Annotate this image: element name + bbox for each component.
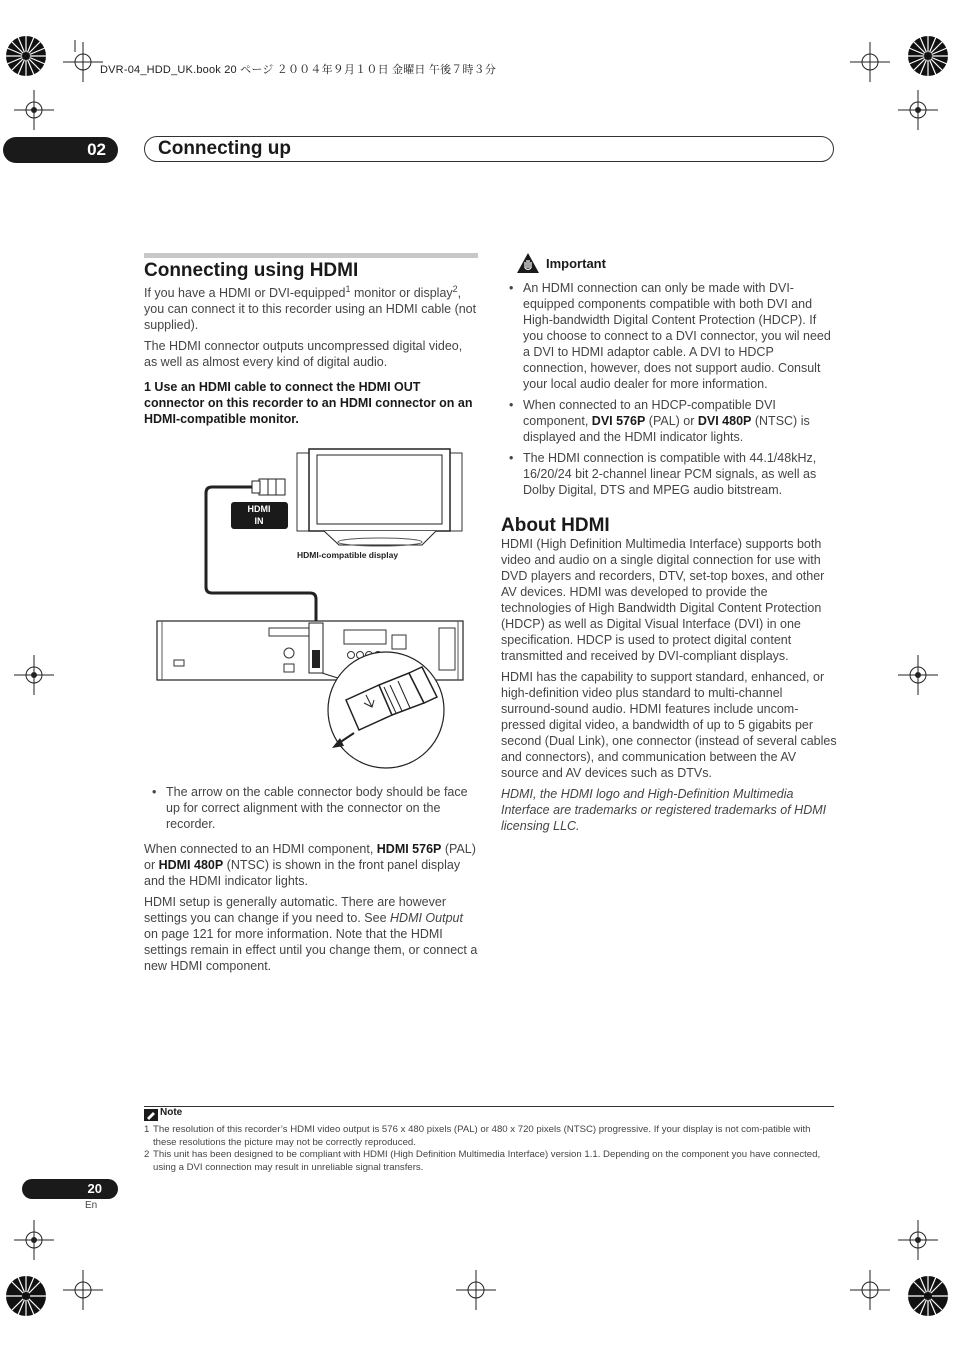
crosshair-mark-left-top — [14, 90, 54, 130]
registration-mark-top-right — [904, 32, 952, 80]
registration-mark-bottom-right — [904, 1272, 952, 1320]
hdmi-connector-closeup — [328, 652, 444, 768]
connector-paragraph: The HDMI connector outputs uncompressed digital video, as well as almost every kind of digital audio. — [144, 339, 463, 369]
section-heading-about-hdmi: About HDMI — [501, 515, 610, 536]
page-number-badge: 20 — [22, 1179, 118, 1199]
note-rule — [144, 1106, 834, 1107]
footnote-ref-1: 1 — [345, 283, 351, 294]
intro-paragraph: If you have a HDMI or DVI-equipped$^1$ monitor or display$^2$, you can connect it to this recorder using an HDMI cable (not supplied). — [144, 283, 477, 332]
crosshair-mark-top — [60, 40, 900, 130]
step-1: 1 Use an HDMI cable to connect the HDMI OUT connector on this recorder to an HDMI connector on an HDMI-compatible monitor. — [144, 380, 473, 426]
important-bullet-1: • An HDMI connection can only be made with DVI-equipped components compatible with both DVI and High-bandwidth Digital Content Protection (HDCP). If you choose to connect to a DVI connector, you wil need a DVI to HDMI adaptor cable. A DVI to HDCP connection, however, does not support audio. Consult your local audio dealer for more information. — [501, 280, 837, 392]
crosshair-mark-left-bottom — [14, 1220, 54, 1260]
left-column-lower — [144, 784, 478, 979]
right-column — [501, 280, 837, 839]
hdmi-plug-icon — [252, 479, 285, 495]
chapter-number-badge: 02 — [3, 137, 118, 163]
chapter-title: Connecting up — [144, 136, 834, 162]
footnote-ref-2: 2 — [452, 283, 458, 294]
about-paragraph-2: HDMI has the capability to support standard, enhanced, or high-definition video plus standard to multi-channel surround-sound audio. HDMI features include uncom-pressed digital video, a bandwidth of up to 5 gigabits per second (Dual Link), one connector (instead of several cables and connectors), and communication between the AV source and AV devices such as DTVs. — [501, 670, 837, 780]
tv-display-icon — [297, 449, 462, 546]
hdmi-setup-paragraph: HDMI setup is generally automatic. There are however settings you can change if you need to. See HDMI Output on page 121 for more information. Note that the HDMI settings remain in effect until you change them, or connect a new HDMI component. — [144, 895, 478, 973]
note-label: Note — [160, 1107, 183, 1118]
footnote-1: 1 The resolution of this recorder’s HDMI video output is 576 x 480 pixels (PAL) or 480 x 720 pixels (NTSC) progressive. If your display is not com-patible with these resolutions the picture may not be correctly reproduced. — [144, 1124, 811, 1148]
page-language: En — [85, 1200, 98, 1211]
important-bullet-3: • The HDMI connection is compatible with 44.1/48kHz, 16/20/24 bit 2-channel linear PCM signals, as well as Dolby Digital, DTS and MPEG audio bitstream. — [501, 450, 837, 498]
bullet-arrow-alignment: • The arrow on the cable connector body should be face up for correct alignment with the connector on the recorder. — [144, 784, 478, 832]
hdmi-in-label-line2: IN — [254, 516, 264, 526]
about-paragraph-1: HDMI (High Definition Multimedia Interface) supports both video and audio on a single digital connection for use with DVD players and recorders, DTV, set-top boxes, and other AV devices. HDMI was developed to provide the technologies of High Bandwidth Digital Content Protection (HDCP) as well as Digital Visual Interface (DVI) in one specification. HDCP is used to protect digital content transmitted and received by DVI-compliant displays. — [501, 537, 825, 663]
crosshair-mark-bottom — [60, 1268, 900, 1328]
section-rule — [144, 253, 478, 258]
important-label: Important — [546, 256, 606, 271]
registration-mark-top-left — [2, 32, 50, 80]
crosshair-mark-right-mid — [898, 655, 938, 695]
crosshair-mark-right-top — [898, 90, 938, 130]
crosshair-mark-right-bottom — [898, 1220, 938, 1260]
footnote-2: 2 This unit has been designed to be compliant with HDMI (High Definition Multimedia Interface) version 1.1. Depending on the component you have connected, using a DVI connection may result in unreliable signal transfers. — [144, 1149, 821, 1173]
hdmi-connection-diagram — [154, 445, 474, 775]
left-column — [144, 260, 478, 432]
hdmi-in-label-line1: HDMI — [247, 504, 271, 514]
trademark-paragraph: HDMI, the HDMI logo and High-Definition Multimedia Interface are trademarks or registered trademarks of HDMI licensing LLC. — [501, 787, 827, 833]
crosshair-mark-left-mid — [14, 655, 54, 695]
important-bullet-2: • When connected to an HDCP-compatible DVI component, DVI 576P (PAL) or DVI 480P (NTSC) is displayed and the HDMI indicator lights. — [501, 397, 837, 445]
print-header: DVR-04_HDD_UK.book 20 ページ ２００４年９月１０日 金曜日 午後７時３分 — [100, 64, 497, 76]
hdmi-indicator-paragraph: When connected to an HDMI component, HDMI 576P (PAL) or HDMI 480P (NTSC) is shown in the front panel display and the HDMI indicator lights. — [144, 842, 476, 888]
registration-mark-bottom-left — [2, 1272, 50, 1320]
section-heading-connecting-hdmi: Connecting using HDMI — [144, 260, 359, 281]
display-caption: HDMI-compatible display — [297, 550, 399, 560]
